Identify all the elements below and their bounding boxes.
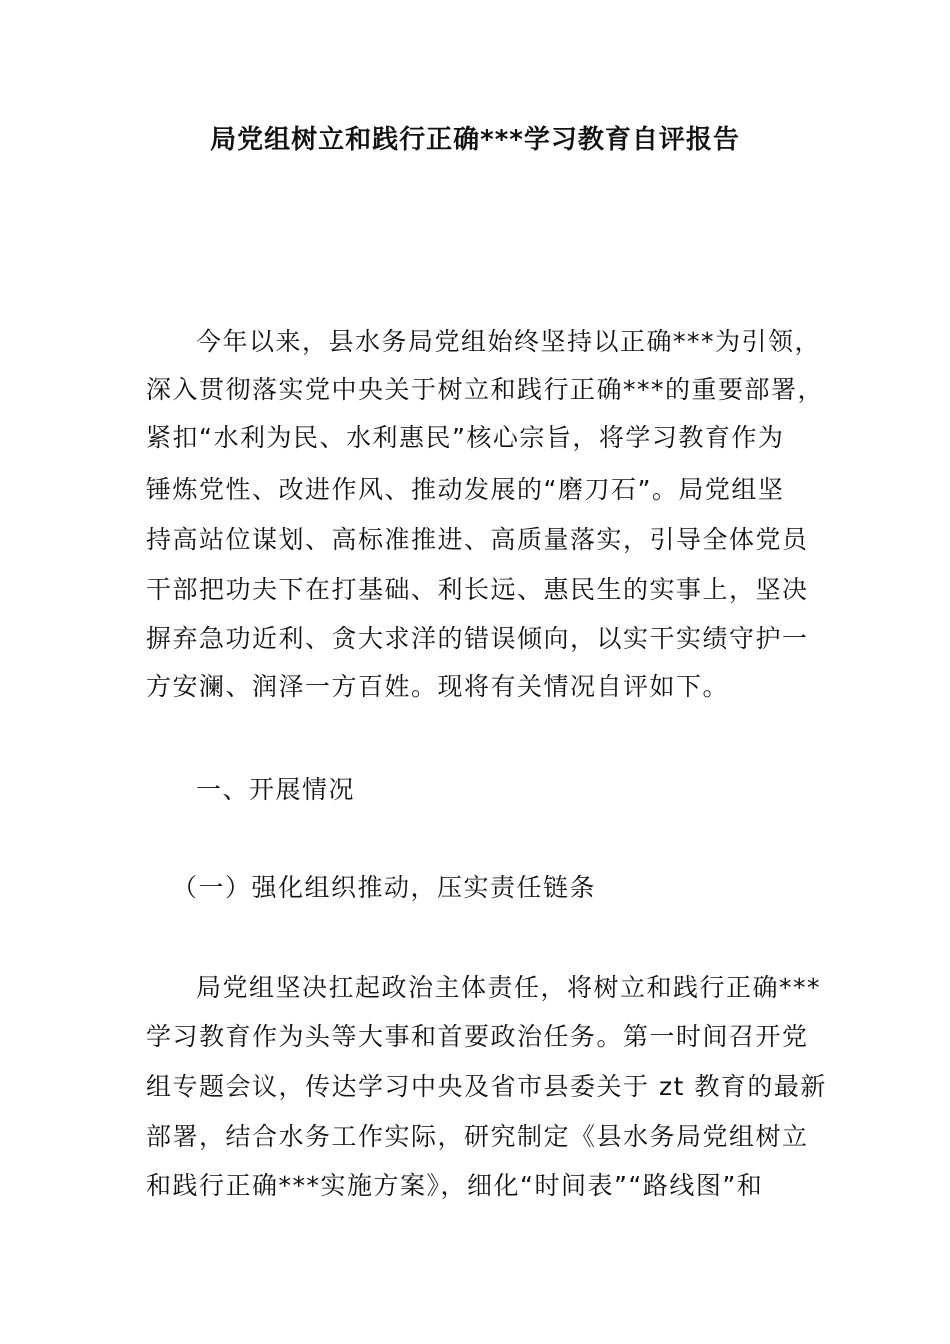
- body-line: 学习教育作为头等大事和首要政治任务。第一时间召开党: [146, 1022, 809, 1051]
- intro-line: 今年以来，县水务局党组始终坚持以正确***为引领，: [196, 327, 822, 356]
- body-line: 部署，结合水务工作实际，研究制定《县水务局党组树立: [146, 1122, 809, 1151]
- document-title: 局党组树立和践行正确***学习教育自评报告: [210, 125, 740, 155]
- body-line: 组专题会议，传达学习中央及省市县委关于 zt 教育的最新: [146, 1072, 827, 1101]
- section-heading: 一、开展情况: [196, 775, 356, 804]
- intro-line: 干部把功夫下在打基础、利长远、惠民生的实事上，坚决: [146, 575, 809, 604]
- intro-line: 深入贯彻落实党中央关于树立和践行正确***的重要部署，: [146, 375, 825, 404]
- body-line: 局党组坚决扛起政治主体责任，将树立和践行正确***: [196, 973, 822, 1002]
- subsection-heading: （一）强化组织推动，压实责任链条: [172, 873, 597, 902]
- intro-line: 锤炼党性、改进作风、推动发展的“磨刀石”。局党组坚: [146, 475, 785, 504]
- intro-line: 方安澜、润泽一方百姓。现将有关情况自评如下。: [146, 672, 730, 701]
- intro-line: 摒弃急功近利、贪大求洋的错误倾向，以实干实绩守护一: [146, 624, 809, 653]
- intro-line: 紧扣“水利为民、水利惠民”核心宗旨，将学习教育作为: [146, 423, 785, 452]
- body-line: 和践行正确***实施方案》，细化“时间表”“路线图”和: [146, 1171, 764, 1200]
- intro-line: 持高站位谋划、高标准推进、高质量落实，引导全体党员: [146, 525, 809, 554]
